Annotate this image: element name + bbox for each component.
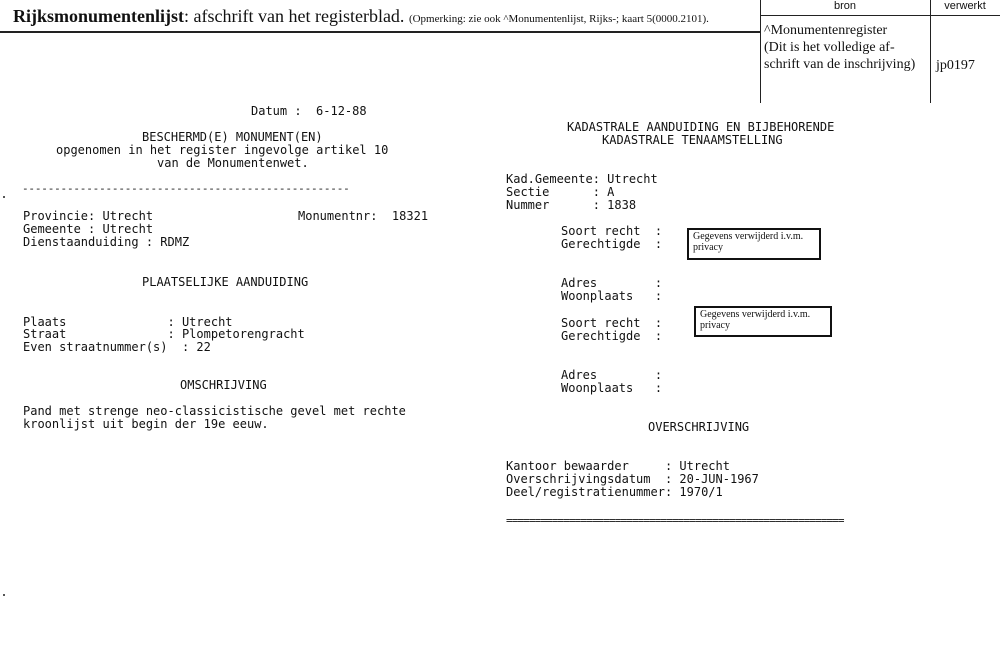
monument-subtitle-2: van de Monumentenwet. [157, 156, 309, 170]
omschrijving-line: Pand met strenge neo-classicistische gevel met rechte [23, 404, 406, 418]
gemeente: Gemeente : Utrecht [23, 222, 154, 236]
monument-title: BESCHERMD(E) MONUMENT(EN) [142, 130, 323, 144]
omschrijving-heading: OMSCHRIJVING [180, 378, 267, 392]
scan-speck [3, 196, 5, 198]
soort-recht-label: Soort recht : [561, 224, 663, 238]
header-rule [0, 31, 760, 33]
document-title [13, 6, 709, 27]
verwerkt-value: jp0197 [936, 58, 975, 73]
overschrijvingsdatum: Overschrijvingsdatum : 20-JUN-1967 [506, 472, 759, 486]
adres-label: Adres : [561, 368, 663, 382]
bron-label: bron [833, 0, 857, 12]
kadastrale-heading: KADASTRALE AANDUIDING EN BIJBEHORENDE [567, 120, 835, 134]
column-header-rule [760, 15, 1000, 16]
dashed-separator: --------------------------------------------------- [22, 182, 350, 195]
scan-speck [3, 594, 5, 596]
dienstaanduiding: Dienstaanduiding : RDMZ [23, 235, 190, 249]
equals-separator: =========================================================== [506, 514, 844, 527]
kadastrale-subheading: KADASTRALE TENAAMSTELLING [602, 133, 783, 147]
overschrijving-heading: OVERSCHRIJVING [648, 420, 750, 434]
sectie: Sectie : A [506, 185, 615, 199]
bron-line: schrift van de inschrijving) [764, 57, 916, 72]
bron-text [764, 22, 915, 73]
deel-registratienummer: Deel/registratienummer: 1970/1 [506, 485, 723, 499]
bron-line: ^Monumentenregister [764, 23, 888, 38]
straat: Straat : Plompetorengracht [23, 327, 305, 341]
title-rest: : afschrift van het registerblad. [184, 6, 405, 26]
plaatselijke-heading: PLAATSELIJKE AANDUIDING [142, 275, 309, 289]
nummer: Nummer : 1838 [506, 198, 637, 212]
bron-column-divider [760, 0, 761, 103]
soort-recht-label: Soort recht : [561, 316, 663, 330]
gerechtigde-label: Gerechtigde : [561, 237, 663, 251]
even-straatnummers: Even straatnummer(s) : 22 [23, 340, 211, 354]
plaats: Plaats : Utrecht [23, 315, 233, 329]
title-note: (Opmerking: zie ook ^Monumentenlijst, Rijks-; kaart 5(0000.2101). [408, 13, 709, 25]
kad-gemeente: Kad.Gemeente: Utrecht [506, 172, 658, 186]
datum-line: Datum : 6-12-88 [251, 104, 367, 118]
verwerkt-column-divider [930, 0, 931, 103]
provincie: Provincie: Utrecht [23, 209, 154, 223]
privacy-redaction-box: Gegevens verwijderd i.v.m. privacy [694, 306, 832, 337]
adres-label: Adres : [561, 276, 663, 290]
monumentnr: Monumentnr: 18321 [298, 209, 429, 223]
bron-line: (Dit is het volledige af- [764, 40, 895, 55]
verwerkt-label: verwerkt [944, 0, 986, 12]
monument-subtitle: opgenomen in het register ingevolge artikel 10 [56, 143, 389, 157]
kantoor-bewaarder: Kantoor bewaarder : Utrecht [506, 459, 730, 473]
omschrijving-line: kroonlijst uit begin der 19e eeuw. [23, 417, 269, 431]
woonplaats-label: Woonplaats : [561, 381, 663, 395]
title-bold: Rijksmonumentenlijst [13, 6, 185, 26]
privacy-redaction-box: Gegevens verwijderd i.v.m. privacy [687, 228, 821, 260]
gerechtigde-label: Gerechtigde : [561, 329, 663, 343]
woonplaats-label: Woonplaats : [561, 289, 663, 303]
